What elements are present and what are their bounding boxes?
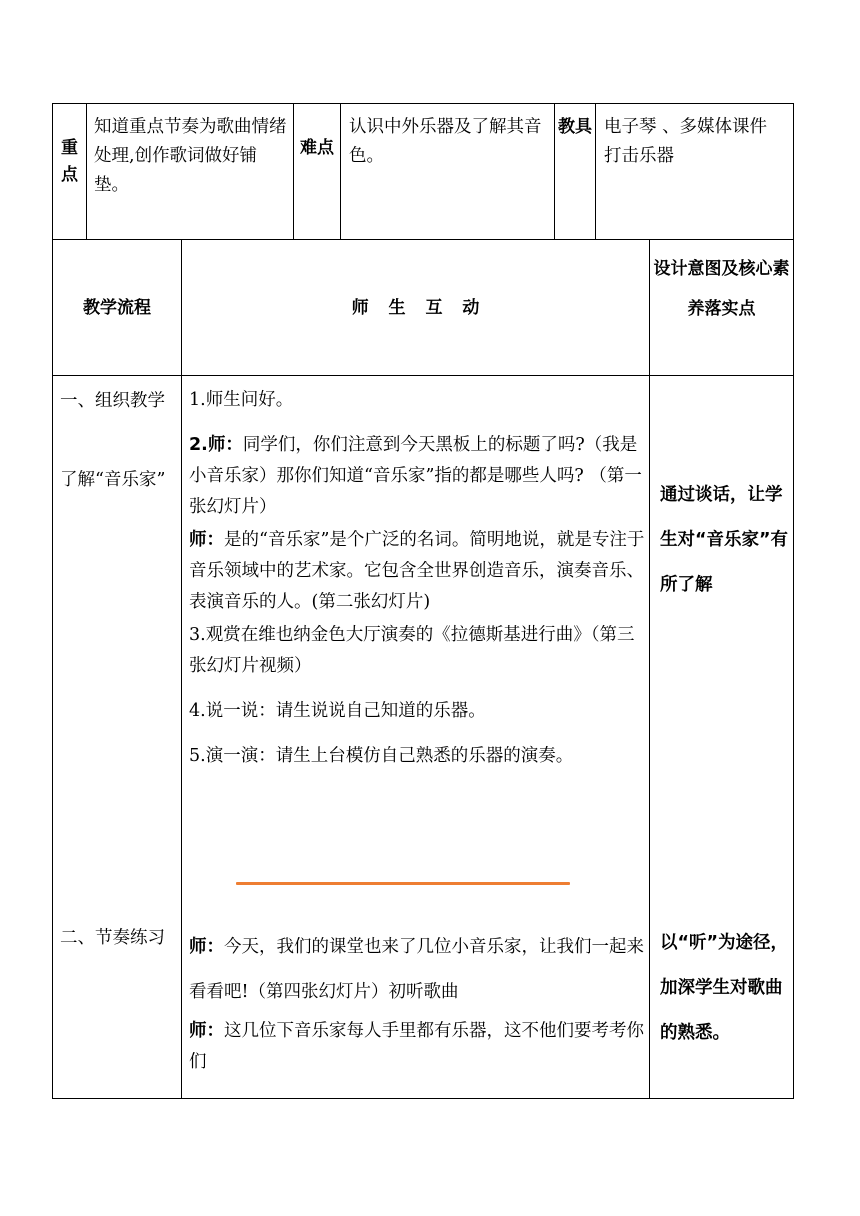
col-divider: [595, 103, 596, 239]
list-item: 3.观赏在维也纳金色大厅演奏的《拉德斯基进行曲》（第三张幻灯片视频）: [189, 625, 635, 676]
list-item: 1.师生问好。: [189, 390, 294, 410]
col-divider: [86, 103, 87, 239]
list-item: 4.说一说：请生说说自己知道的乐器。: [189, 701, 486, 721]
section2-content-2: [189, 1016, 645, 1078]
difficulty-label: 难点: [300, 138, 334, 158]
section1-title: [60, 386, 180, 501]
row-divider: [52, 239, 794, 240]
section2-intent: 以“听”为途径，加深学生对歌曲的熟悉。: [660, 933, 789, 1043]
tools-label: 教具: [558, 117, 592, 137]
section1-title-line: 一、组织教学: [60, 391, 165, 411]
table-border-left: [52, 103, 53, 1099]
row-divider: [52, 375, 794, 376]
tools-text: [604, 113, 792, 171]
list-item: 2.师：同学们，你们注意到今天黑板上的标题了吗?（我是小音乐家）那你们知道“音乐家”指的都是哪些人吗? （第一张幻灯片）: [189, 435, 642, 517]
section1-intent: 通过谈话，让学生对“音乐家”有所了解: [660, 485, 789, 595]
header-design-intent: 设计意图及核心素养落实点: [653, 259, 790, 319]
tools-line-2: 打击乐器: [604, 146, 674, 166]
section1-content: [189, 385, 645, 772]
table-border-top: [52, 103, 794, 104]
section2-content: [189, 925, 645, 1015]
list-item: 师：今天，我们的课堂也来了几位小音乐家，让我们一起来看看吧!（第四张幻灯片）初听歌曲: [189, 937, 644, 1002]
difficulty-text: 认识中外乐器及了解其音色。: [349, 117, 542, 166]
col-divider: [340, 103, 341, 239]
section2-title: 二、节奏练习: [60, 928, 165, 948]
key-point-label: 重点: [61, 138, 78, 185]
table-border-right: [793, 103, 794, 1099]
list-item: 师：是的“音乐家”是个广泛的名词。简明地说，就是专注于音乐领域中的艺术家。它包含全世界创造音乐，演奏音乐、表演音乐的人。(第二张幻灯片): [189, 530, 645, 612]
header-interaction: 师 生 互 动: [351, 298, 480, 318]
col-divider: [649, 239, 650, 1099]
list-item: 5.演一演：请生上台模仿自己熟悉的乐器的演奏。: [189, 746, 574, 766]
col-divider: [293, 103, 294, 239]
tools-line-1: 电子琴 、多媒体课件: [604, 117, 768, 137]
header-teaching-flow: 教学流程: [83, 298, 151, 318]
section1-subtitle: 了解“音乐家”: [60, 470, 166, 490]
col-divider: [181, 239, 182, 1099]
key-point-text: 知道重点节奏为歌曲情绪处理,创作歌词做好铺垫。: [94, 117, 287, 195]
table-border-bottom: [52, 1098, 794, 1099]
annotation-underline: [236, 882, 570, 885]
list-item: 师：这几位下音乐家每人手里都有乐器，这不他们要考考你们: [189, 1021, 644, 1072]
